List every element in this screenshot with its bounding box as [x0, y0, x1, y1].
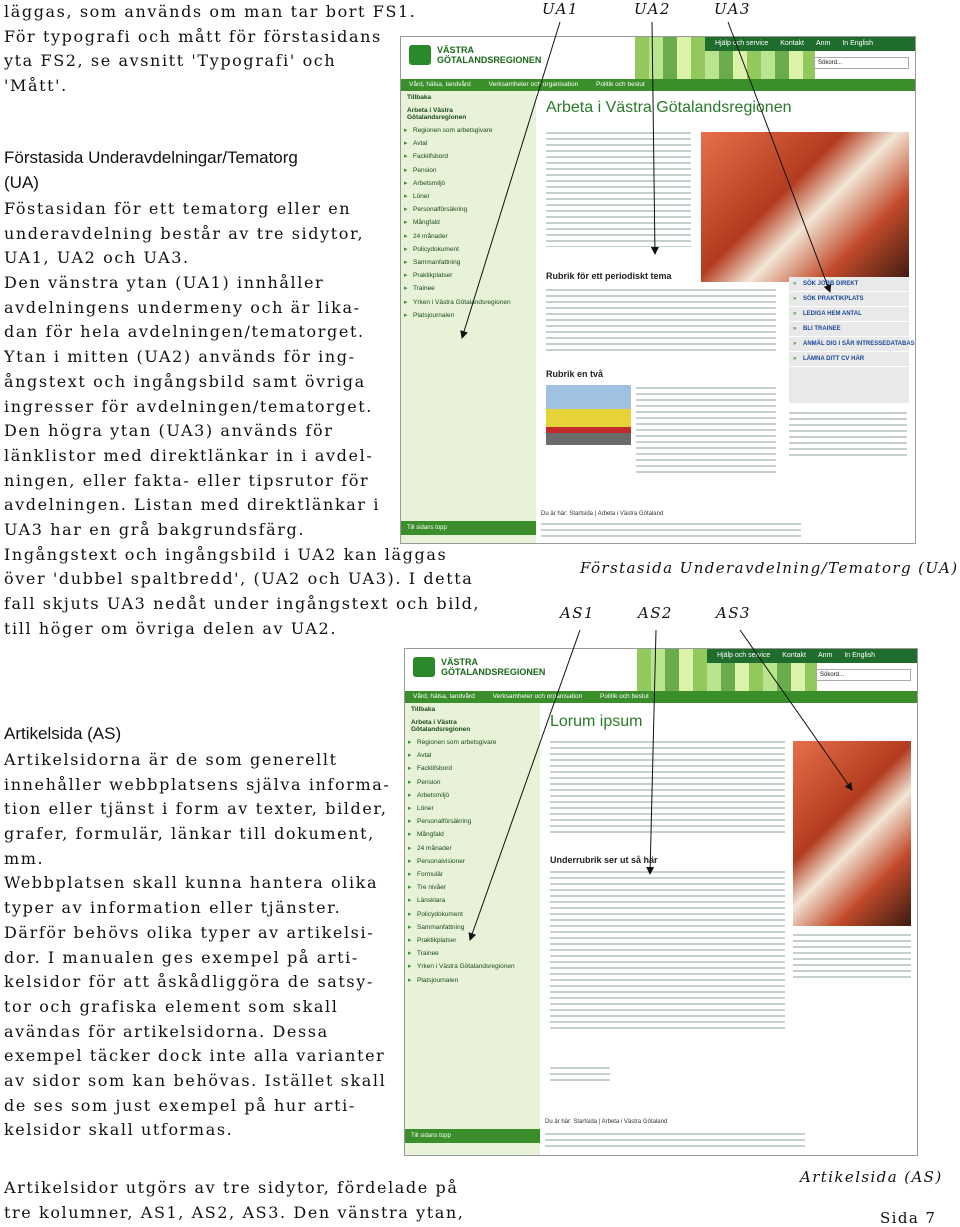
sidebar-back[interactable]: Tillbaka [407, 94, 432, 101]
text-line: ångstext och ingångsbild samt övriga [4, 371, 366, 391]
sidebar-item[interactable]: ▸ Avtal [405, 749, 540, 762]
direct-link[interactable]: » SÖK PRAKTIKPLATS [789, 292, 909, 307]
text-line: Ytan i mitten (UA2) används för ing- [4, 347, 356, 367]
arrow-as3 [740, 630, 852, 790]
direct-link[interactable]: » ANMÄL DIG I SÅR INTRESSEDATABAS [789, 337, 909, 352]
sidebar-item[interactable]: ▸ 24 månader [405, 842, 540, 855]
text-line: UA1, UA2 och UA3. [4, 248, 190, 268]
text-line: läggas, som används om man tar bort FS1. [4, 2, 417, 21]
util-link[interactable]: Hjälp och service [717, 652, 771, 659]
direct-link[interactable]: » SÖK JOBB DIREKT [789, 277, 909, 292]
ua-heading-line1: Förstasida Underavdelningar/Tematorg [4, 148, 298, 167]
arrow-ua2 [652, 22, 655, 254]
sidebar-item[interactable]: ▸ Praktikplatser [401, 269, 536, 282]
util-link[interactable]: In English [844, 652, 876, 659]
util-link[interactable]: Anm [817, 652, 833, 659]
sidebar-item[interactable]: ▸ Personalförsäkring [405, 815, 540, 828]
sidebar-item[interactable]: ▸ Platsjournalen [405, 974, 540, 987]
sidebar-item[interactable]: ▸ 24 månader [401, 230, 536, 243]
text-line: tor och grafiska element som skall [4, 996, 339, 1016]
label-as2: AS2 [638, 604, 673, 622]
sidebar-item[interactable]: ▸ Trainee [405, 947, 540, 960]
sidebar-item[interactable]: ▸ Sammanfattning [405, 921, 540, 934]
text-line: över 'dubbel spaltbredd', (UA2 och UA3). I detta [4, 569, 474, 589]
sidebar-item[interactable]: ▸ Yrken i Västra Götalandsregionen [405, 960, 540, 973]
text-line: mm. [4, 848, 45, 868]
brand-line: VÄSTRA [441, 657, 479, 667]
text-line: dan för hela avdelningen/tematorget. [4, 322, 365, 342]
caption-ua: Förstasida Underavdelning/Tematorg (UA) [580, 559, 959, 577]
to-top-link[interactable]: Till sidans topp [401, 521, 536, 535]
text-line: avändas för artikelsidorna. Dessa [4, 1021, 329, 1041]
util-link[interactable]: Kontakt [780, 40, 805, 47]
sidebar-item[interactable]: ▸ Pension [405, 776, 540, 789]
util-link[interactable]: In English [842, 40, 874, 47]
text-line: exempel täcker dock inte alla varianter [4, 1046, 386, 1066]
sidebar-item[interactable]: ▸ Tre nivåer [405, 881, 540, 894]
direct-link[interactable]: » LEDIGA HEM ANTAL [789, 307, 909, 322]
sidebar-item[interactable]: ▸ Platsjournalen [401, 309, 536, 322]
page-title: Lorum ipsum [550, 713, 643, 730]
sidebar-back[interactable]: Tillbaka [411, 706, 436, 713]
text-line: tion eller tjänst i form av texter, bilder, [4, 799, 388, 819]
sidebar-item[interactable]: ▸ Löner [405, 802, 540, 815]
to-top-link[interactable]: Till sidans topp [405, 1129, 540, 1143]
page-number: Sida 7 [880, 1209, 937, 1227]
sidebar-item[interactable]: ▸ Personalförsäkring [401, 203, 536, 216]
breadcrumb: Du är här: Startsida | Arbeta i Västra Götaland [545, 1119, 668, 1125]
text-line: yta FS2, se avsnitt 'Typografi' och [4, 51, 337, 71]
text-line: UA3 har en grå bakgrundsfärg. [4, 519, 306, 539]
sidebar-item[interactable]: ▸ Mångfald [405, 828, 540, 841]
search-input[interactable]: Sökord... [816, 669, 911, 681]
text-line: typer av information eller tjänster. [4, 898, 342, 918]
label-ua3: UA3 [714, 0, 751, 18]
breadcrumb: Du är här: Startsida | Arbeta i Västra Götaland [541, 511, 664, 517]
sidebar-item[interactable]: ▸ Löner [401, 190, 536, 203]
nav-item[interactable]: Verksamheter och organisation [488, 81, 579, 88]
text-line: dor. I manualen ges exempel på arti- [4, 947, 359, 967]
text-line: Webbplatsen skall kunna hantera olika [4, 873, 379, 893]
label-ua1: UA1 [542, 0, 579, 18]
brand-line: GÖTALANDSREGIONEN [441, 667, 546, 677]
sidebar-item[interactable]: ▸ Yrken i Västra Götalandsregionen [401, 296, 536, 309]
text-line: ingresser för avdelningen/tematorget. [4, 396, 373, 416]
arrow-as1 [470, 630, 580, 940]
direct-link[interactable]: » LÄMNA DITT CV HÄR [789, 352, 909, 367]
text-line: avdelningens undermeny och är lika- [4, 297, 361, 317]
nav-item[interactable]: Politik och beslut [596, 81, 645, 88]
nav-item[interactable]: Vård, hälsa, tandvård [409, 81, 471, 88]
nav-item[interactable]: Vård, hälsa, tandvård [413, 693, 475, 700]
text-line: Artikelsidorna är de som generellt [4, 750, 338, 769]
sidebar-item[interactable]: ▸ Arbetsmiljö [405, 789, 540, 802]
text-line: länklistor med direktlänkar in i avdel- [4, 445, 374, 465]
text-line: 'Mått'. [4, 76, 68, 96]
text-line: Därför behövs olika typer av artikelsi- [4, 922, 375, 942]
text-line: fall skjuts UA3 nedåt under ingångstext och bild, [4, 594, 481, 613]
sidebar-item[interactable]: ▸ Sammanfattning [401, 256, 536, 269]
sidebar-item[interactable]: ▸ Arbetsmiljö [401, 177, 536, 190]
brand-line: VÄSTRA [437, 45, 475, 55]
caption-as: Artikelsida (AS) [800, 1168, 943, 1186]
search-input[interactable]: Sökord... [814, 57, 909, 69]
text-line: För typografi och mått för förstasidans [4, 26, 382, 46]
sidebar-item[interactable]: ▸ Formulär [405, 868, 540, 881]
text-line: av sidor som kan behövas. Istället skall [4, 1070, 387, 1090]
sidebar-item[interactable]: ▸ Avtal [401, 137, 536, 150]
sidebar-item[interactable]: ▸ Länsklara [405, 894, 540, 907]
text-line: Föstasidan för ett tematorg eller en [4, 199, 352, 218]
util-link[interactable]: Hjälp och service [715, 40, 769, 47]
sidebar-item[interactable]: ▸ Mångfald [401, 216, 536, 229]
text-line: till höger om övriga delen av UA2. [4, 618, 338, 638]
sidebar-heading: Arbeta i Västra Götalandsregionen [407, 107, 467, 121]
ua-heading-line2: (UA) [4, 172, 39, 192]
util-link[interactable]: Anm [815, 40, 831, 47]
text-line: de ses som just exempel på hur arti- [4, 1095, 356, 1115]
text-line: avdelningen. Listan med direktlänkar i [4, 495, 381, 515]
label-as3: AS3 [716, 604, 751, 622]
sidebar-item[interactable]: ▸ Policydokument [401, 243, 536, 256]
sidebar-item[interactable]: ▸ Trainee [401, 282, 536, 295]
small-heading: Rubrik en två [546, 369, 604, 379]
text-line: Artikelsidor utgörs av tre sidytor, fördelade på [4, 1178, 459, 1197]
sidebar-item[interactable]: ▸ Regionen som arbetsgivare [401, 124, 536, 137]
direct-link[interactable]: » BLI TRAINEE [789, 322, 909, 337]
nav-item[interactable]: Politik och beslut [600, 693, 649, 700]
arrow-ua1 [462, 22, 560, 338]
arrow-as2 [650, 630, 656, 874]
label-as1: AS1 [560, 604, 595, 622]
sidebar-item[interactable]: ▸ Pension [401, 164, 536, 177]
label-ua2: UA2 [634, 0, 671, 18]
page-title: Arbeta i Västra Götalandsregionen [546, 99, 792, 116]
sidebar-heading: Arbeta i Västra Götalandsregionen [411, 719, 471, 733]
sidebar-item[interactable]: ▸ Facklifsbord [401, 150, 536, 163]
util-link[interactable]: Kontakt [782, 652, 807, 659]
sidebar-item[interactable]: ▸ Facklifsbord [405, 762, 540, 775]
nav-item[interactable]: Verksamheter och organisation [492, 693, 583, 700]
text-line: ningen, eller fakta- eller tipsrutor för [4, 470, 370, 490]
sidebar-item[interactable]: ▸ Policydokument [405, 908, 540, 921]
text-line: innehåller webbplatsens själva informa- [4, 774, 391, 794]
as-heading: Artikelsida (AS) [4, 724, 122, 743]
text-line: Ingångstext och ingångsbild i UA2 kan läggas [4, 544, 448, 564]
arrow-ua3 [728, 22, 830, 292]
sub-heading: Underrubrik ser ut så här [550, 855, 658, 865]
text-line: kelsidor för att åskådliggöra de satsy- [4, 972, 374, 992]
text-line: underavdelning består av tre sidytor, [4, 223, 365, 243]
brand-line: GÖTALANDSREGIONEN [437, 55, 542, 65]
text-line: Den vänstra ytan (UA1) innhåller [4, 273, 325, 293]
text-line: Den högra ytan (UA3) används för [4, 421, 334, 441]
text-line: grafer, formulär, länkar till dokument, [4, 824, 375, 844]
sidebar-item[interactable]: ▸ Regionen som arbetsgivare [405, 736, 540, 749]
sidebar-item[interactable]: ▸ Praktikplatser [405, 934, 540, 947]
sidebar-item[interactable]: ▸ Personalvisioner [405, 855, 540, 868]
text-line: kelsidor skall utformas. [4, 1120, 234, 1140]
text-line: tre kolumner, AS1, AS2, AS3. Den vänstra ytan, [4, 1202, 465, 1222]
periodic-heading: Rubrik för ett periodiskt tema [546, 271, 672, 281]
